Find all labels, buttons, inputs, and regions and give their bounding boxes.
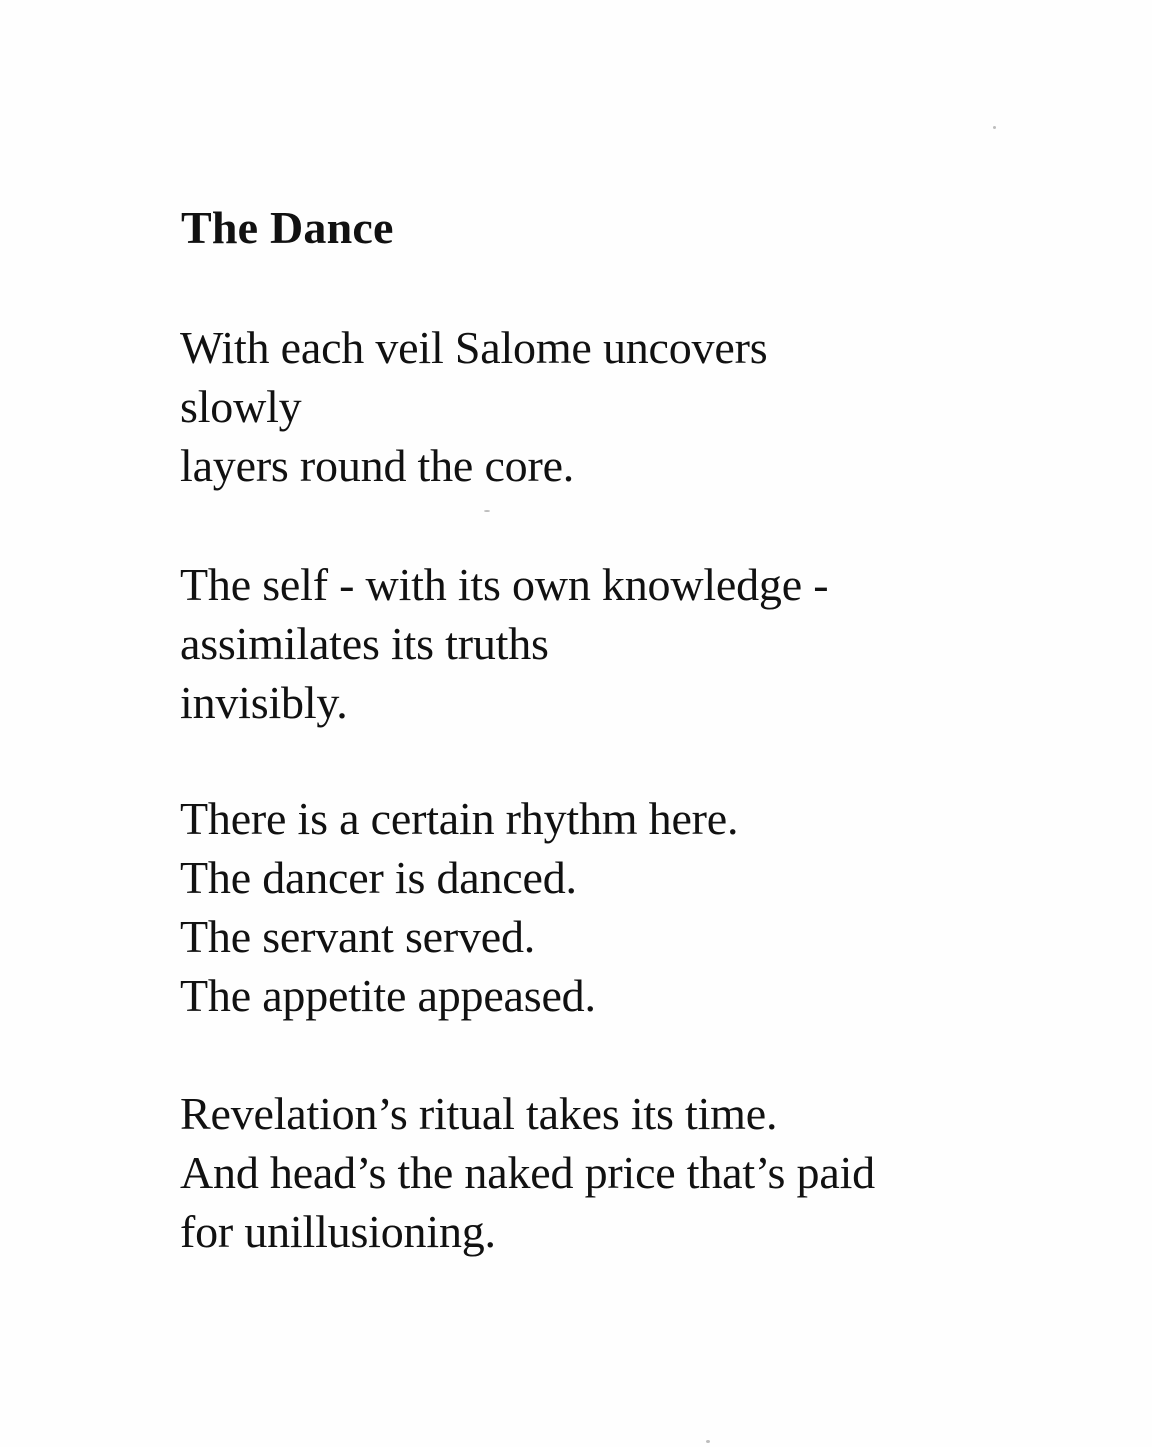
poem-line: There is a certain rhythm here. (180, 793, 739, 844)
poem-line: Revelation’s ritual takes its time. (180, 1088, 778, 1139)
poem-line: The dancer is danced. (180, 852, 577, 903)
poem-line: The appetite appeased. (180, 970, 596, 1021)
poem-line: The self - with its own knowledge - (180, 559, 829, 610)
poem-line: layers round the core. (180, 440, 575, 491)
poem-line: And head’s the naked price that’s paid (180, 1147, 875, 1198)
poem-line: The servant served. (180, 911, 536, 962)
poem-line: for unillusioning. (180, 1206, 496, 1257)
stanza (180, 318, 767, 495)
poem-line: invisibly. (180, 677, 348, 728)
stanza (180, 555, 828, 732)
stanza (180, 789, 738, 1025)
stanza (180, 1084, 875, 1261)
scan-speck (706, 1440, 710, 1443)
scan-speck (484, 510, 490, 512)
poem-line: assimilates its truths (180, 618, 549, 669)
poem-title: The Dance (181, 202, 394, 253)
scan-speck (993, 126, 996, 129)
poem-line: With each veil Salome uncovers (180, 322, 768, 373)
poem-line: slowly (180, 381, 302, 432)
